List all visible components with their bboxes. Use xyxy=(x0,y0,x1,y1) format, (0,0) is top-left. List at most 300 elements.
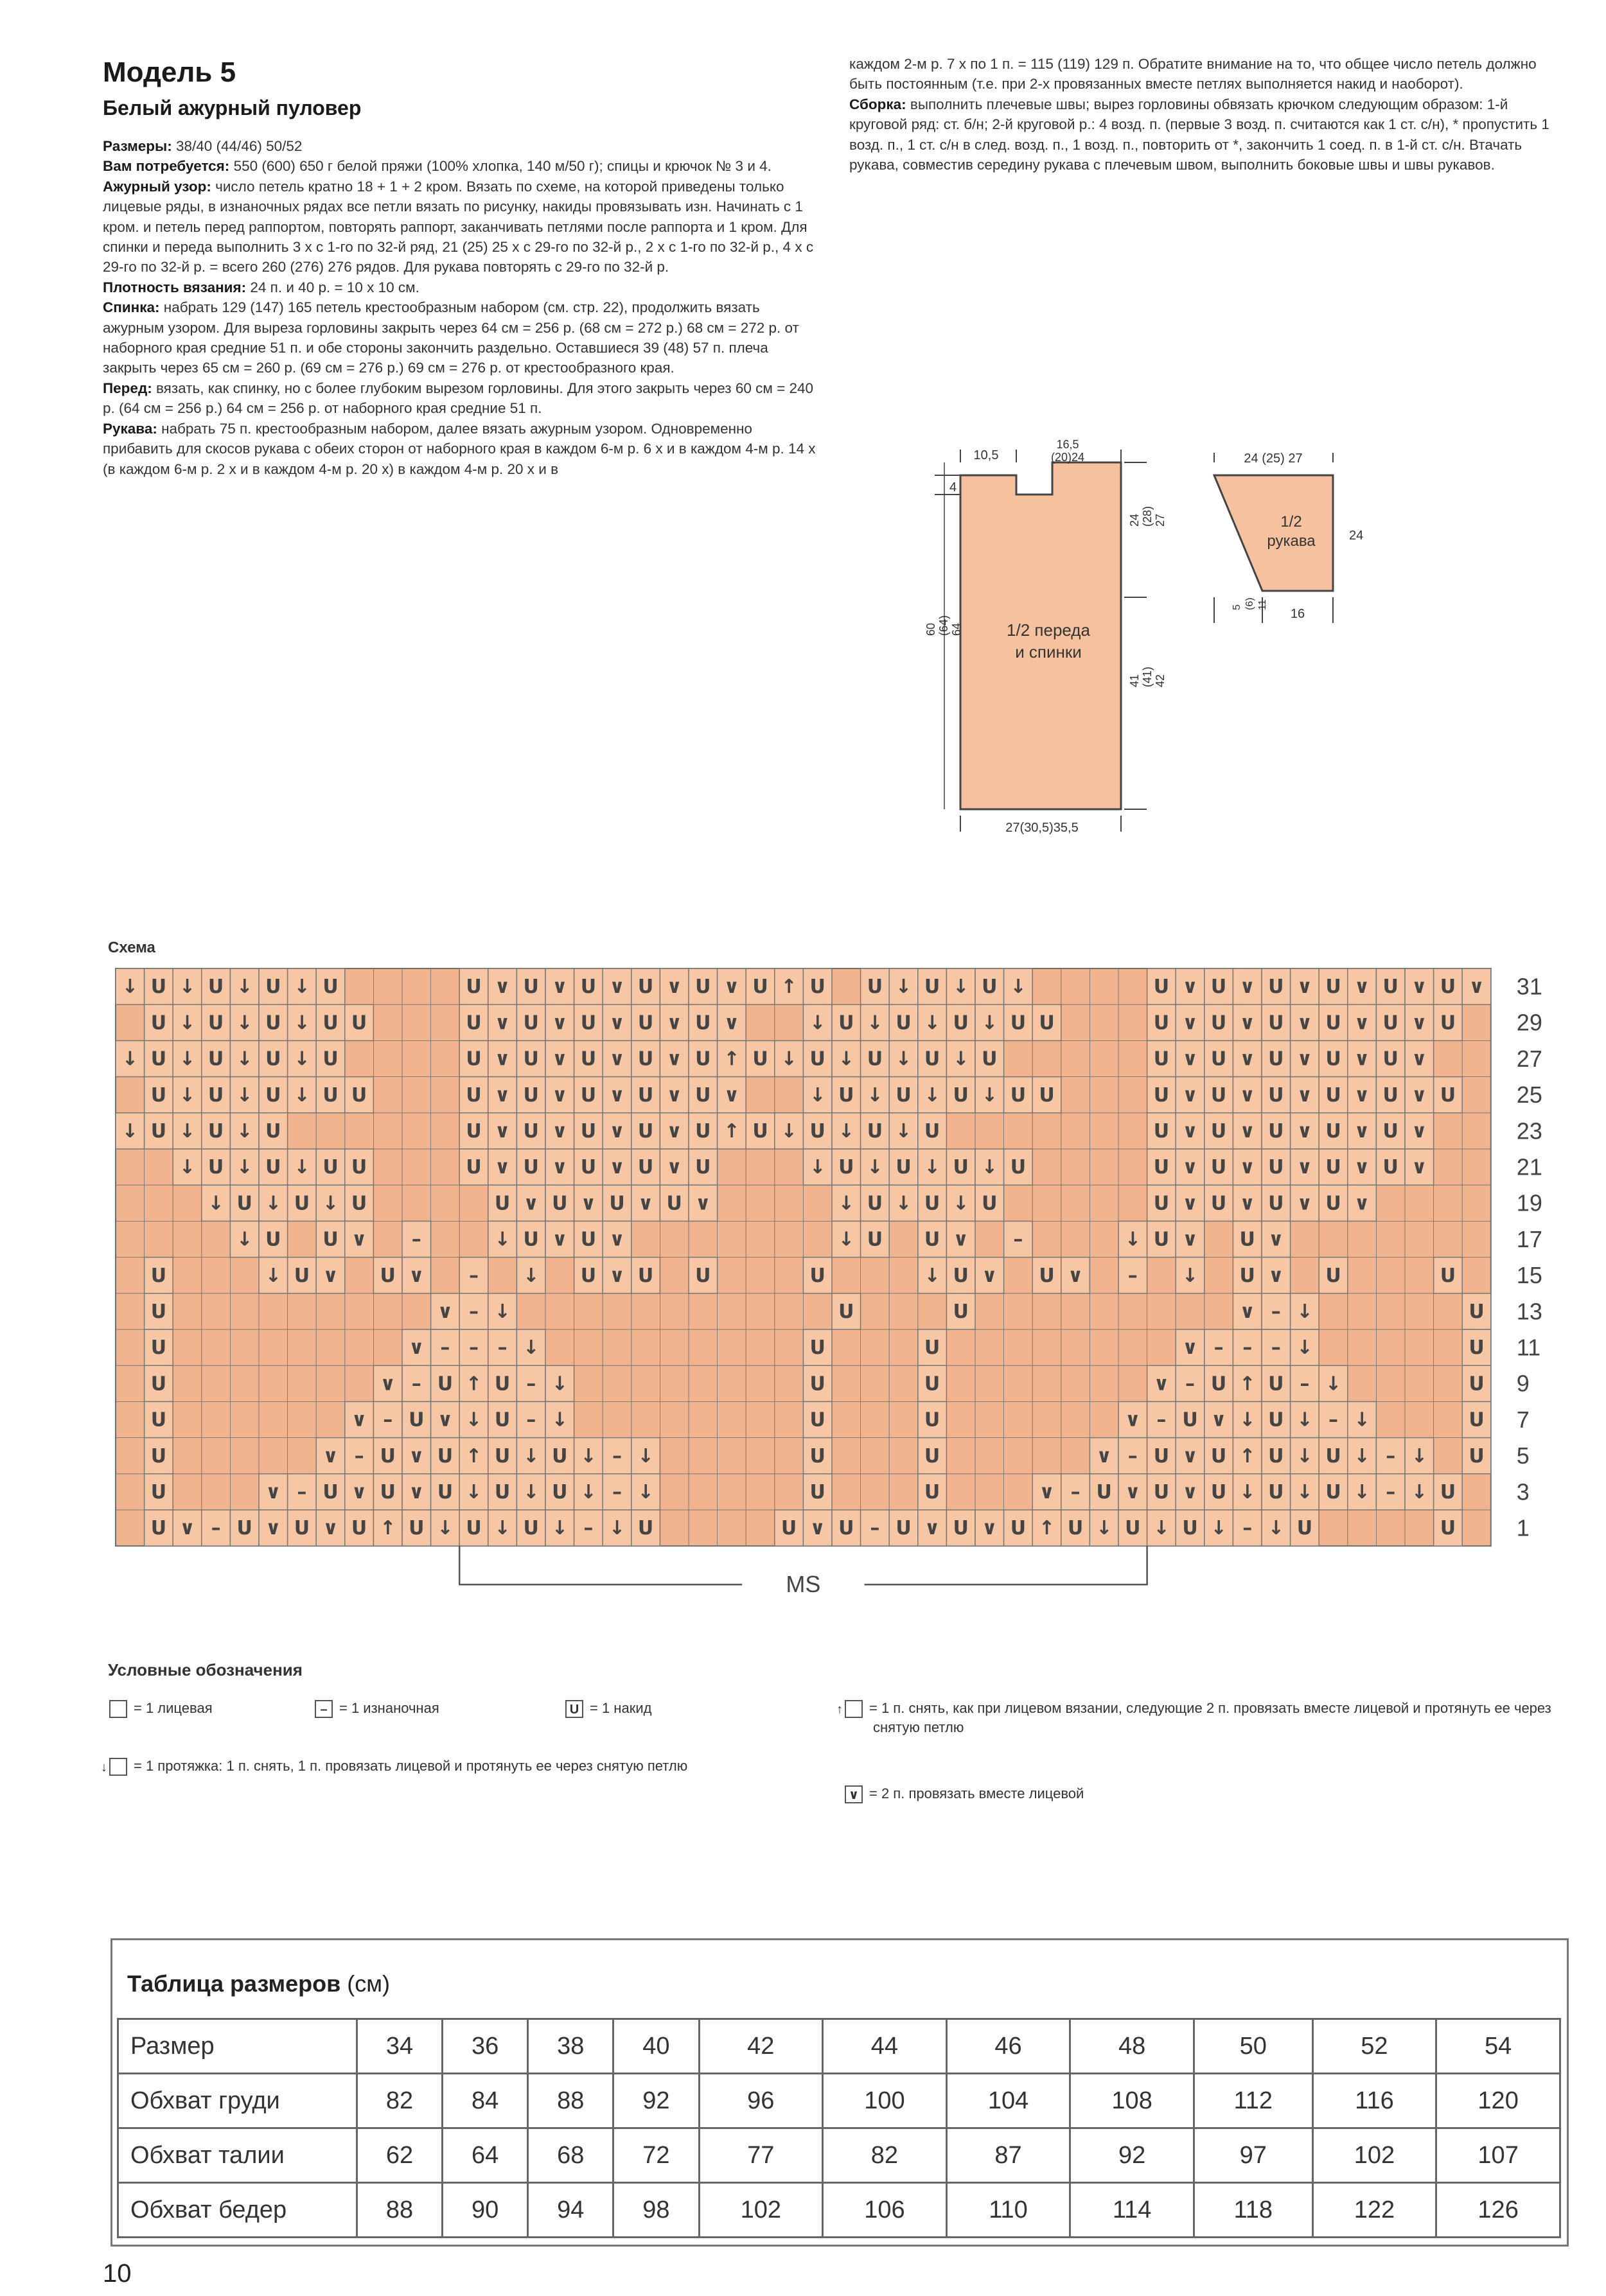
chart-symbol: ↓ xyxy=(179,1083,196,1107)
chart-symbol: U xyxy=(322,1481,339,1504)
chart-symbol: ∨ xyxy=(1182,1336,1198,1360)
paragraph-label: Вам потребуется: xyxy=(103,158,230,175)
chart-symbol: U xyxy=(523,1012,539,1035)
chart-symbol: – xyxy=(1156,1408,1167,1432)
chart-symbol: U xyxy=(322,1228,339,1251)
chart-symbol: ∨ xyxy=(609,1228,625,1251)
chart-symbol: ↓ xyxy=(781,1120,797,1143)
ms-bracket-left xyxy=(459,1546,742,1584)
chart-symbol: ∨ xyxy=(1039,1481,1055,1504)
chart-symbol: ∨ xyxy=(666,1120,682,1143)
chart-symbol: ↓ xyxy=(981,1083,998,1107)
row-number-label: 1 xyxy=(1516,1514,1530,1541)
chart-symbol: U xyxy=(809,1481,825,1504)
chart-symbol: ↓ xyxy=(1296,1301,1313,1324)
chart-symbol: U xyxy=(523,1517,539,1540)
chart-symbol: – xyxy=(1242,1517,1253,1540)
dim-top-left: 10,5 xyxy=(973,448,999,462)
chart-symbol: U xyxy=(494,1372,511,1396)
chart-symbol: U xyxy=(580,1120,597,1143)
chart-symbol: ∨ xyxy=(1354,1156,1370,1179)
chart-symbol: ∨ xyxy=(1296,1083,1313,1107)
row-number-label: 5 xyxy=(1516,1442,1530,1469)
left-text-column xyxy=(103,136,819,479)
chart-symbol: U xyxy=(1382,976,1399,999)
chart-symbol: U xyxy=(953,1012,969,1035)
chart-symbol: ∨ xyxy=(982,1264,998,1287)
chart-symbol: U xyxy=(637,1156,654,1179)
chart-symbol: U xyxy=(150,1481,167,1504)
chart-symbol: U xyxy=(322,1156,339,1179)
body-center-label: 1/2 переда и спинки xyxy=(1007,620,1090,662)
chart-symbol: U xyxy=(1210,1012,1227,1035)
text-paragraph: Перед: вязать, как спинку, но с более глубоким вырезом горловины. Для этого закрыть через 60 см = 240 р. (64 см = 256 р.) 64 см = 256 р. от наборного края средние 51 п. xyxy=(103,380,813,417)
chart-symbol: U xyxy=(982,1047,998,1071)
size-table xyxy=(117,2018,1561,2238)
chart-symbol: ∨ xyxy=(265,1517,281,1540)
chart-symbol: U xyxy=(637,1120,654,1143)
chart-symbol: ∨ xyxy=(1182,1481,1198,1504)
chart-symbol: – xyxy=(411,1228,421,1251)
chart-symbol: ∨ xyxy=(1182,1192,1198,1215)
chart-symbol: U xyxy=(380,1444,396,1468)
size-table-cell: 92 xyxy=(1070,2128,1194,2183)
chart-symbol: U xyxy=(1210,976,1227,999)
chart-symbol: U xyxy=(1153,1083,1170,1107)
chart-symbol: ∨ xyxy=(1296,1012,1313,1035)
chart-symbol: U xyxy=(207,1120,224,1143)
chart-symbol: U xyxy=(924,1047,940,1071)
size-table-cell: 116 xyxy=(1312,2074,1436,2128)
chart-symbol: U xyxy=(150,1264,167,1287)
chart-symbol: – xyxy=(469,1264,479,1287)
size-table-cell: 77 xyxy=(699,2128,823,2183)
text-paragraph: Размеры: 38/40 (44/46) 50/52 xyxy=(103,138,303,154)
size-table-cell: 48 xyxy=(1070,2019,1194,2074)
size-table-cell: 46 xyxy=(946,2019,1070,2074)
text-paragraph: Плотность вязания: 24 п. и 40 р. = 10 х 10 см. xyxy=(103,279,419,295)
legend-item-sk2p: ↑ = 1 п. снять, как при лицевом вязании, следующие 2 п. провязать вместе лицевой и протянуть ее через снятую петлю xyxy=(836,1700,1551,1736)
size-table-cell: 96 xyxy=(699,2074,823,2128)
chart-symbol: ↓ xyxy=(294,976,310,999)
chart-symbol: ∨ xyxy=(723,976,740,999)
chart-symbol: ↑ xyxy=(723,1120,740,1143)
chart-symbol: ↓ xyxy=(294,1156,310,1179)
dim-left-small: 4 xyxy=(949,480,957,495)
text-paragraph: Спинка: набрать 129 (147) 165 петель крестообразным набором (см. стр. 22), продолжить вязать ажурным узором. Для выреза горловины закрыть через 64 см = 256 р. (68 см = 272 р.) 68 см = 272 р. от наборного края средние 51 п. и обе стороны закончить раздельно. Оставшиеся 39 (48) 57 п. плеча закрыть через 65 см = 260 р. (69 см = 276 р.) 69 см = 276 р. от крестообразного края. xyxy=(103,299,799,376)
chart-symbol: ↓ xyxy=(895,1120,912,1143)
chart-symbol: ↓ xyxy=(494,1301,511,1324)
chart-symbol: U xyxy=(1268,1083,1284,1107)
chart-symbol: U xyxy=(1153,1012,1170,1035)
chart-symbol: ∨ xyxy=(409,1264,425,1287)
chart-symbol: ∨ xyxy=(1268,1228,1284,1251)
chart-symbol: U xyxy=(896,1012,912,1035)
chart-symbol: – xyxy=(526,1372,536,1396)
chart-symbol: U xyxy=(236,1192,252,1215)
chart-symbol: ↓ xyxy=(838,1120,854,1143)
chart-symbol: U xyxy=(695,1047,711,1071)
chart-symbol: U xyxy=(466,1517,482,1540)
chart-symbol: ∨ xyxy=(1182,1047,1198,1071)
size-table-cell: 122 xyxy=(1312,2183,1436,2238)
chart-symbol: ∨ xyxy=(322,1517,339,1540)
chart-symbol: ↓ xyxy=(838,1192,854,1215)
chart-symbol: ∨ xyxy=(437,1408,454,1432)
chart-symbol: ↓ xyxy=(121,976,138,999)
chart-symbol: U xyxy=(1268,1156,1284,1179)
chart-symbol: U xyxy=(809,1408,825,1432)
chart-symbol: ∨ xyxy=(609,1120,625,1143)
chart-symbol: – xyxy=(1127,1444,1138,1468)
chart-symbol: ∨ xyxy=(494,976,511,999)
model-title: Модель 5 xyxy=(103,57,236,88)
chart-symbol: ∨ xyxy=(666,976,682,999)
chart-symbol: ∨ xyxy=(723,1083,740,1107)
chart-symbol: ∨ xyxy=(723,1012,740,1035)
chart-symbol: U xyxy=(1325,1012,1341,1035)
chart-symbol: ↓ xyxy=(1296,1408,1313,1432)
chart-symbol: ↓ xyxy=(294,1083,310,1107)
chart-symbol: U xyxy=(809,1047,825,1071)
chart-symbol: U xyxy=(351,1192,367,1215)
chart-symbol: U xyxy=(1210,1120,1227,1143)
chart-symbol: U xyxy=(1153,1047,1170,1071)
size-table-cell: 106 xyxy=(823,2183,947,2238)
chart-symbol: U xyxy=(867,1192,883,1215)
row-number-label: 31 xyxy=(1516,973,1542,1000)
chart-symbol: ∨ xyxy=(1354,976,1370,999)
chart-symbol: U xyxy=(1268,1047,1284,1071)
chart-symbol: ∨ xyxy=(1268,1264,1284,1287)
chart-symbol: ↓ xyxy=(1411,1444,1427,1468)
chart-symbol: U xyxy=(466,1083,482,1107)
chart-symbol: – xyxy=(1271,1336,1281,1360)
chart-symbol: U xyxy=(150,1047,167,1071)
chart-symbol: ∨ xyxy=(1239,976,1255,999)
chart-symbol: U xyxy=(265,1047,281,1071)
chart-symbol: U xyxy=(1210,1083,1227,1107)
chart-symbol: U xyxy=(1325,1264,1341,1287)
size-table-row-label: Обхват груди xyxy=(118,2074,357,2128)
size-table-row-label: Обхват талии xyxy=(118,2128,357,2183)
text-paragraph: Ажурный узор: число петель кратно 18 + 1 + 2 кром. Вязать по схеме, на которой приведены только лицевые ряды, в изнаночных рядах все петли вязать по рисунку, накиды провязывать изн. Начинать с 1 кром. и петель перед раппортом, повторять раппорт, заканчивать петлями после раппорта и 1 кром. Для спинки и переда выполнить 3 х с 1-го по 32-й ряд, 21 (25) 25 х с 29-го по 32-й р., 2 х с 1-го по 32-й р., 4 х с 29-го по 32-й р. = всего 260 (276) 276 рядов. Для рукава повторять с 29-го по 32-й р. xyxy=(103,178,814,276)
chart-symbol: ↓ xyxy=(494,1228,511,1251)
chart-symbol: U xyxy=(322,1012,339,1035)
chart-symbol: U xyxy=(207,976,224,999)
chart-symbol: ↓ xyxy=(1096,1517,1113,1540)
chart-symbol: ↓ xyxy=(1325,1372,1342,1396)
row-number-label: 7 xyxy=(1516,1406,1530,1433)
chart-symbol: – xyxy=(297,1481,307,1504)
chart-symbol: U xyxy=(1440,976,1456,999)
chart-symbol: ↓ xyxy=(551,1408,568,1432)
chart-symbol: U xyxy=(409,1517,425,1540)
chart-symbol: U xyxy=(1325,1444,1341,1468)
sleeve-center-label: 1/2 рукава xyxy=(1267,513,1316,550)
chart-symbol: ↓ xyxy=(981,1156,998,1179)
ms-bracket-right xyxy=(865,1546,1147,1584)
chart-symbol: U xyxy=(867,1228,883,1251)
chart-symbol: U xyxy=(924,1481,940,1504)
chart-symbol: ∨ xyxy=(1354,1047,1370,1071)
size-table-cell: 50 xyxy=(1194,2019,1312,2074)
chart-symbol: ↓ xyxy=(465,1481,482,1504)
chart-symbol: ∨ xyxy=(523,1192,539,1215)
chart-symbol: ∨ xyxy=(1153,1372,1170,1396)
chart-symbol: ∨ xyxy=(1239,1156,1255,1179)
chart-symbol: U xyxy=(150,1083,167,1107)
chart-symbol: U xyxy=(1153,1481,1170,1504)
chart-symbol: U xyxy=(867,1047,883,1071)
chart-symbol: U xyxy=(1153,1444,1170,1468)
chart-symbol: ↓ xyxy=(838,1047,854,1071)
chart-symbol: U xyxy=(1382,1047,1399,1071)
size-table-cell: 90 xyxy=(443,2183,528,2238)
chart-symbol: ↓ xyxy=(294,1012,310,1035)
chart-symbol: U xyxy=(809,1120,825,1143)
chart-symbol: U xyxy=(1153,1228,1170,1251)
chart-symbol: U xyxy=(1268,1192,1284,1215)
ssk-symbol-icon: ↓ xyxy=(109,1758,127,1776)
chart-symbol: ↓ xyxy=(1296,1336,1313,1360)
chart-symbol: – xyxy=(1185,1372,1195,1396)
chart-symbol: ∨ xyxy=(609,1012,625,1035)
chart-symbol: U xyxy=(809,1372,825,1396)
chart-symbol: ↓ xyxy=(265,1192,281,1215)
chart-symbol: U xyxy=(265,1083,281,1107)
row-number-label: 23 xyxy=(1516,1117,1542,1144)
size-table-row-label: Обхват бедер xyxy=(118,2183,357,2238)
chart-symbol: U xyxy=(150,1372,167,1396)
chart-symbol: – xyxy=(612,1481,622,1504)
chart-symbol: ∨ xyxy=(809,1517,825,1540)
chart-symbol: U xyxy=(924,1192,940,1215)
chart-symbol: U xyxy=(351,1083,367,1107)
chart-symbol: ∨ xyxy=(409,1444,425,1468)
chart-symbol: ↓ xyxy=(179,976,196,999)
chart-symbol: ↓ xyxy=(1267,1517,1284,1540)
chart-symbol: U xyxy=(809,1444,825,1468)
chart-symbol: U xyxy=(695,976,711,999)
chart-symbol: U xyxy=(437,1481,454,1504)
chart-symbol: U xyxy=(809,1264,825,1287)
chart-symbol: ↓ xyxy=(236,1083,253,1107)
chart-symbol: ↓ xyxy=(867,1156,883,1179)
chart-symbol: U xyxy=(1325,1192,1341,1215)
chart-symbol: – xyxy=(1328,1408,1338,1432)
chart-symbol: U xyxy=(1296,1517,1313,1540)
chart-symbol: U xyxy=(695,1012,711,1035)
size-table-cell: 102 xyxy=(1312,2128,1436,2183)
chart-symbol: U xyxy=(580,1083,597,1107)
chart-symbol: – xyxy=(383,1408,393,1432)
size-table-title: Таблица размеров (см) xyxy=(127,1970,391,1997)
chart-symbol: U xyxy=(265,1012,281,1035)
chart-symbol: U xyxy=(896,1156,912,1179)
size-table-cell: 62 xyxy=(357,2128,443,2183)
chart-symbol: U xyxy=(1010,1156,1027,1179)
sleeve-dim-top: 24 (25) 27 xyxy=(1244,451,1303,466)
chart-symbol: ↓ xyxy=(895,1047,912,1071)
chart-symbol: ∨ xyxy=(1210,1408,1227,1432)
chart-symbol: – xyxy=(1271,1301,1281,1324)
chart-symbol: ↓ xyxy=(437,1517,454,1540)
chart-symbol: U xyxy=(552,1444,568,1468)
chart-symbol: U xyxy=(322,976,339,999)
chart-symbol: U xyxy=(207,1047,224,1071)
chart-symbol: ∨ xyxy=(666,1047,682,1071)
chart-symbol: U xyxy=(207,1012,224,1035)
chart-symbol: ↑ xyxy=(1239,1372,1256,1396)
chart-symbol: U xyxy=(351,1517,367,1540)
size-table-cell: 104 xyxy=(946,2074,1070,2128)
chart-symbol: U xyxy=(207,1083,224,1107)
size-table-cell: 64 xyxy=(443,2128,528,2183)
chart-symbol: – xyxy=(1070,1481,1081,1504)
chart-symbol: U xyxy=(1469,1408,1485,1432)
chart-symbol: ∨ xyxy=(1182,976,1198,999)
chart-symbol: – xyxy=(583,1517,594,1540)
chart-symbol: U xyxy=(1268,1012,1284,1035)
chart-symbol: – xyxy=(1013,1228,1023,1251)
k2tog-symbol-icon: ∨ xyxy=(845,1785,863,1803)
body-pattern-diagram xyxy=(899,430,1167,835)
chart-symbol: ∨ xyxy=(1296,1192,1313,1215)
chart-symbol: ∨ xyxy=(1354,1083,1370,1107)
chart-symbol: ∨ xyxy=(552,976,568,999)
size-table-cell: 38 xyxy=(528,2019,613,2074)
chart-symbol: U xyxy=(1153,1120,1170,1143)
chart-symbol: – xyxy=(1386,1481,1396,1504)
chart-symbol: ↓ xyxy=(207,1192,224,1215)
chart-symbol: ↓ xyxy=(1239,1481,1256,1504)
row-number-label: 15 xyxy=(1516,1262,1542,1289)
size-table-cell: 126 xyxy=(1436,2183,1560,2238)
chart-symbol: ↓ xyxy=(637,1481,654,1504)
right-text-column xyxy=(849,54,1567,175)
chart-symbol: U xyxy=(809,976,825,999)
chart-symbol: ∨ xyxy=(322,1264,339,1287)
chart-symbol: ∨ xyxy=(609,1156,625,1179)
chart-symbol: U xyxy=(924,1228,940,1251)
chart-symbol: ↓ xyxy=(179,1156,196,1179)
chart-symbol: U xyxy=(1469,1301,1485,1324)
chart-symbol: U xyxy=(953,1156,969,1179)
dim-right-top: 24(28)27 xyxy=(1128,505,1167,527)
sleeve-dim-right: 24 xyxy=(1349,529,1364,543)
chart-symbol: ∨ xyxy=(982,1517,998,1540)
chart-symbol: U xyxy=(437,1372,454,1396)
chart-symbol: ∨ xyxy=(1296,1156,1313,1179)
size-table-cell: 118 xyxy=(1194,2183,1312,2238)
chart-symbol: ↓ xyxy=(494,1517,511,1540)
dim-right-main: 41(41)42 xyxy=(1128,666,1167,687)
chart-symbol: ∨ xyxy=(351,1481,367,1504)
chart-symbol: U xyxy=(1440,1264,1456,1287)
chart-symbol: ∨ xyxy=(1239,1192,1255,1215)
row-number-label: 19 xyxy=(1516,1189,1542,1216)
chart-symbol: U xyxy=(1210,1156,1227,1179)
chart-symbol: U xyxy=(1268,976,1284,999)
chart-symbol: ↑ xyxy=(380,1517,396,1540)
chart-symbol: U xyxy=(637,1517,654,1540)
chart-symbol: U xyxy=(580,1156,597,1179)
chart-symbol: U xyxy=(637,976,654,999)
row-number-label: 17 xyxy=(1516,1225,1542,1252)
chart-symbol: ∨ xyxy=(409,1336,425,1360)
chart-symbol: ∨ xyxy=(351,1408,367,1432)
chart-symbol: U xyxy=(1469,1336,1485,1360)
chart-symbol: ↓ xyxy=(1411,1481,1427,1504)
chart-symbol: – xyxy=(1213,1336,1224,1360)
chart-symbol: ↓ xyxy=(1239,1408,1256,1432)
chart-symbol: U xyxy=(1268,1444,1284,1468)
chart-symbol: ∨ xyxy=(1182,1120,1198,1143)
chart-symbol: ∨ xyxy=(265,1481,281,1504)
chart-symbol: ↓ xyxy=(924,1012,940,1035)
schema-title: Схема xyxy=(108,939,155,956)
chart-symbol: ∨ xyxy=(1411,1120,1427,1143)
chart-symbol: ∨ xyxy=(552,1120,568,1143)
chart-symbol: ∨ xyxy=(1239,1047,1255,1071)
chart-symbol: U xyxy=(1268,1120,1284,1143)
chart-symbol: ↓ xyxy=(523,1336,540,1360)
chart-symbol: ↓ xyxy=(1124,1228,1141,1251)
chart-symbol: U xyxy=(523,1047,539,1071)
chart-symbol: ↓ xyxy=(523,1264,540,1287)
chart-symbol: U xyxy=(1153,976,1170,999)
chart-symbol: U xyxy=(1440,1481,1456,1504)
row-number-label: 21 xyxy=(1516,1153,1542,1180)
chart-symbol: – xyxy=(469,1301,479,1324)
size-table-cell: 82 xyxy=(823,2128,947,2183)
chart-symbol: ∨ xyxy=(666,1156,682,1179)
chart-symbol: ↓ xyxy=(867,1083,883,1107)
chart-symbol: ↓ xyxy=(322,1192,339,1215)
chart-symbol: U xyxy=(1153,1192,1170,1215)
chart-symbol: U xyxy=(924,1444,940,1468)
chart-symbol: ∨ xyxy=(609,1264,625,1287)
chart-symbol: – xyxy=(411,1372,421,1396)
chart-symbol: ↓ xyxy=(1153,1517,1170,1540)
chart-symbol: ↑ xyxy=(465,1444,482,1468)
paragraph-label: Перед: xyxy=(103,380,152,396)
chart-symbol: U xyxy=(207,1156,224,1179)
chart-symbol: U xyxy=(1067,1517,1084,1540)
chart-symbol: U xyxy=(609,1192,625,1215)
chart-symbol: U xyxy=(1440,1517,1456,1540)
chart-symbol: ↓ xyxy=(1296,1481,1313,1504)
chart-symbol: – xyxy=(612,1444,622,1468)
chart-symbol: ∨ xyxy=(437,1301,454,1324)
chart-symbol: ∨ xyxy=(494,1047,511,1071)
chart-symbol: ↓ xyxy=(236,1156,253,1179)
chart-symbol: ∨ xyxy=(609,976,625,999)
chart-symbol: ∨ xyxy=(1411,1012,1427,1035)
chart-symbol: ↓ xyxy=(924,1083,940,1107)
chart-symbol: U xyxy=(695,1156,711,1179)
size-table-cell: 107 xyxy=(1436,2128,1560,2183)
chart-symbol: ↓ xyxy=(1181,1264,1199,1287)
chart-symbol: ↓ xyxy=(294,1047,310,1071)
row-number-label: 11 xyxy=(1516,1334,1541,1361)
chart-symbol: U xyxy=(695,1264,711,1287)
chart-symbol: ∨ xyxy=(1182,1228,1198,1251)
chart-symbol: ↓ xyxy=(809,1083,826,1107)
size-table-cell: 34 xyxy=(357,2019,443,2074)
text-paragraph: каждом 2-м р. 7 х по 1 п. = 115 (119) 129 п. Обратите внимание на то, что общее число петель должно быть постоянным (т.е. при 2-х провязанных вместе петлях выполняется накид и наоборот). xyxy=(849,56,1537,92)
